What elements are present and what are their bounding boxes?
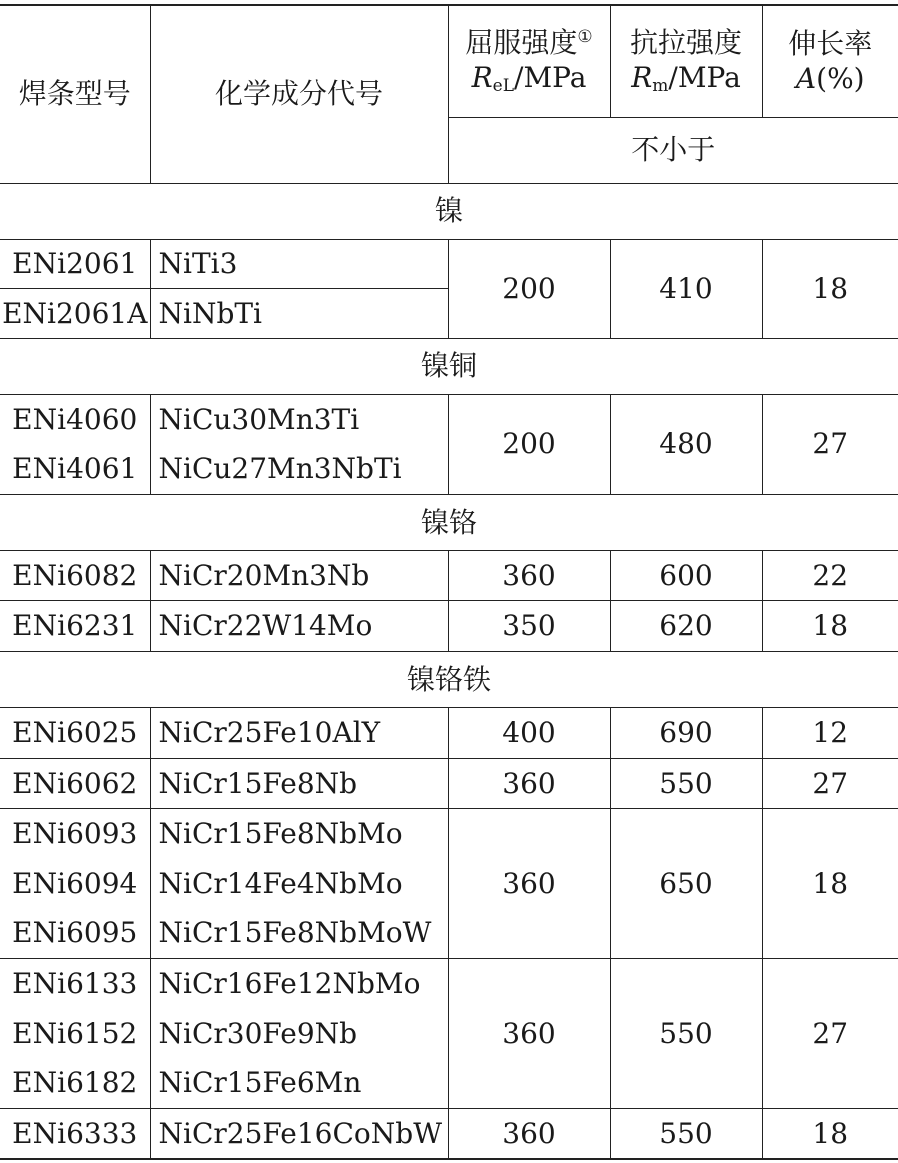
model-cell <box>0 758 150 809</box>
group-row <box>0 494 898 550</box>
model-cell <box>0 601 150 652</box>
elongation-cell: 12 <box>762 708 898 759</box>
header-model: 焊条型号 <box>0 5 150 183</box>
tensile-symbol: R <box>631 61 653 95</box>
chem-code-cell <box>150 809 448 959</box>
tensile-unit: /MPa <box>668 61 741 95</box>
tensile-strength-cell: 410 <box>610 239 762 338</box>
chem-code-cell <box>150 758 448 809</box>
yield-strength-cell: 400 <box>448 708 610 759</box>
model-line: ENi6062 <box>12 766 138 800</box>
yield-strength-cell: 200 <box>448 239 610 338</box>
model-line: ENi6231 <box>12 609 138 643</box>
table-row <box>0 809 898 959</box>
model-cell <box>0 809 150 959</box>
chem-code-line: NiCr20Mn3Nb <box>158 558 370 592</box>
chem-code-line: NiCr14Fe4NbMo <box>158 866 403 900</box>
header-elongation <box>762 5 898 117</box>
chem-code-line: NiCr25Fe16CoNbW <box>158 1116 442 1150</box>
yield-strength-cell: 360 <box>448 550 610 601</box>
group-heading: 镍 <box>0 183 898 239</box>
model-line: ENi6094 <box>12 866 138 900</box>
table-row <box>0 758 898 809</box>
table-row <box>0 601 898 652</box>
elongation-cell: 22 <box>762 550 898 601</box>
yield-strength-cell: 360 <box>448 809 610 959</box>
chem-code-line: NiCr25Fe10AlY <box>158 716 381 750</box>
model-line: ENi6082 <box>12 558 138 592</box>
chem-code-line: NiCr15Fe8NbMoW <box>158 916 432 950</box>
chem-code-line: NiCr15Fe8NbMo <box>158 817 403 851</box>
elongation-cell: 18 <box>762 601 898 652</box>
header-tensile-strength <box>610 5 762 117</box>
model-cell: ENi2061 <box>0 239 150 289</box>
tensile-strength-cell: 620 <box>610 601 762 652</box>
chem-code-cell: NiNbTi <box>150 289 448 339</box>
table-row <box>0 959 898 1109</box>
elongation-cell: 18 <box>762 1108 898 1159</box>
elongation-cell: 18 <box>762 239 898 338</box>
properties-table <box>0 4 898 1160</box>
chem-code-cell <box>150 708 448 759</box>
elong-symbol: A <box>795 62 817 96</box>
chem-code-line: NiCr30Fe9Nb <box>158 1016 358 1050</box>
tensile-strength-cell: 650 <box>610 809 762 959</box>
tensile-strength-cell: 550 <box>610 959 762 1109</box>
yield-unit: /MPa <box>514 61 587 95</box>
chem-code-cell: NiTi3 <box>150 239 448 289</box>
header-minimum-note: 不小于 <box>448 117 898 183</box>
table-row <box>0 394 898 494</box>
yield-footnote-mark: ① <box>577 27 593 48</box>
model-line: ENi6333 <box>12 1116 138 1150</box>
model-line: ENi6182 <box>12 1066 138 1100</box>
group-row <box>0 652 898 708</box>
table-row <box>0 239 898 289</box>
elongation-cell: 27 <box>762 758 898 809</box>
chem-code-line: NiCr15Fe8Nb <box>158 766 358 800</box>
yield-symbol: R <box>471 61 493 95</box>
chem-code-line: NiCu27Mn3NbTi <box>158 452 402 486</box>
table-row <box>0 1108 898 1159</box>
chem-code-cell <box>150 394 448 494</box>
model-line: ENi6095 <box>12 916 138 950</box>
yield-subscript: eL <box>492 76 515 97</box>
model-cell <box>0 708 150 759</box>
header-chem-code: 化学成分代号 <box>150 5 448 183</box>
tensile-title: 抗拉强度 <box>629 26 742 60</box>
model-line: ENi6025 <box>12 716 138 750</box>
table-row <box>0 550 898 601</box>
elongation-cell: 27 <box>762 394 898 494</box>
table-header <box>0 5 898 183</box>
group-heading: 镍铜 <box>0 338 898 394</box>
chem-code-cell <box>150 550 448 601</box>
elong-title: 伸长率 <box>788 27 873 61</box>
chem-code-line: NiCr16Fe12NbMo <box>158 967 421 1001</box>
header-yield-strength <box>448 5 610 117</box>
yield-strength-cell: 360 <box>448 959 610 1109</box>
model-cell <box>0 959 150 1109</box>
model-line: ENi6093 <box>12 817 138 851</box>
yield-strength-cell: 360 <box>448 758 610 809</box>
table-body <box>0 183 898 1159</box>
model-line: ENi4061 <box>12 452 138 486</box>
tensile-strength-cell: 550 <box>610 758 762 809</box>
chem-code-line: NiCu30Mn3Ti <box>158 402 360 436</box>
elongation-cell: 27 <box>762 959 898 1109</box>
model-cell <box>0 394 150 494</box>
yield-strength-cell: 200 <box>448 394 610 494</box>
tensile-strength-cell: 480 <box>610 394 762 494</box>
chem-code-cell <box>150 959 448 1109</box>
group-heading: 镍铬铁 <box>0 652 898 708</box>
group-row <box>0 183 898 239</box>
group-heading: 镍铬 <box>0 494 898 550</box>
elongation-cell: 18 <box>762 809 898 959</box>
model-line: ENi4060 <box>12 402 138 436</box>
chem-code-line: NiCr22W14Mo <box>158 609 373 643</box>
yield-title: 屈服强度 <box>465 26 578 60</box>
chem-code-cell <box>150 601 448 652</box>
tensile-strength-cell: 550 <box>610 1108 762 1159</box>
table-row <box>0 708 898 759</box>
chem-code-cell <box>150 1108 448 1159</box>
elong-unit: (%) <box>816 62 865 96</box>
yield-strength-cell: 350 <box>448 601 610 652</box>
tensile-strength-cell: 690 <box>610 708 762 759</box>
tensile-strength-cell: 600 <box>610 550 762 601</box>
group-row <box>0 338 898 394</box>
model-line: ENi6152 <box>12 1016 138 1050</box>
model-line: ENi6133 <box>12 967 138 1001</box>
model-cell <box>0 550 150 601</box>
model-cell: ENi2061A <box>0 289 150 339</box>
tensile-subscript: m <box>652 76 669 97</box>
chem-code-line: NiCr15Fe6Mn <box>158 1066 362 1100</box>
yield-strength-cell: 360 <box>448 1108 610 1159</box>
model-cell <box>0 1108 150 1159</box>
